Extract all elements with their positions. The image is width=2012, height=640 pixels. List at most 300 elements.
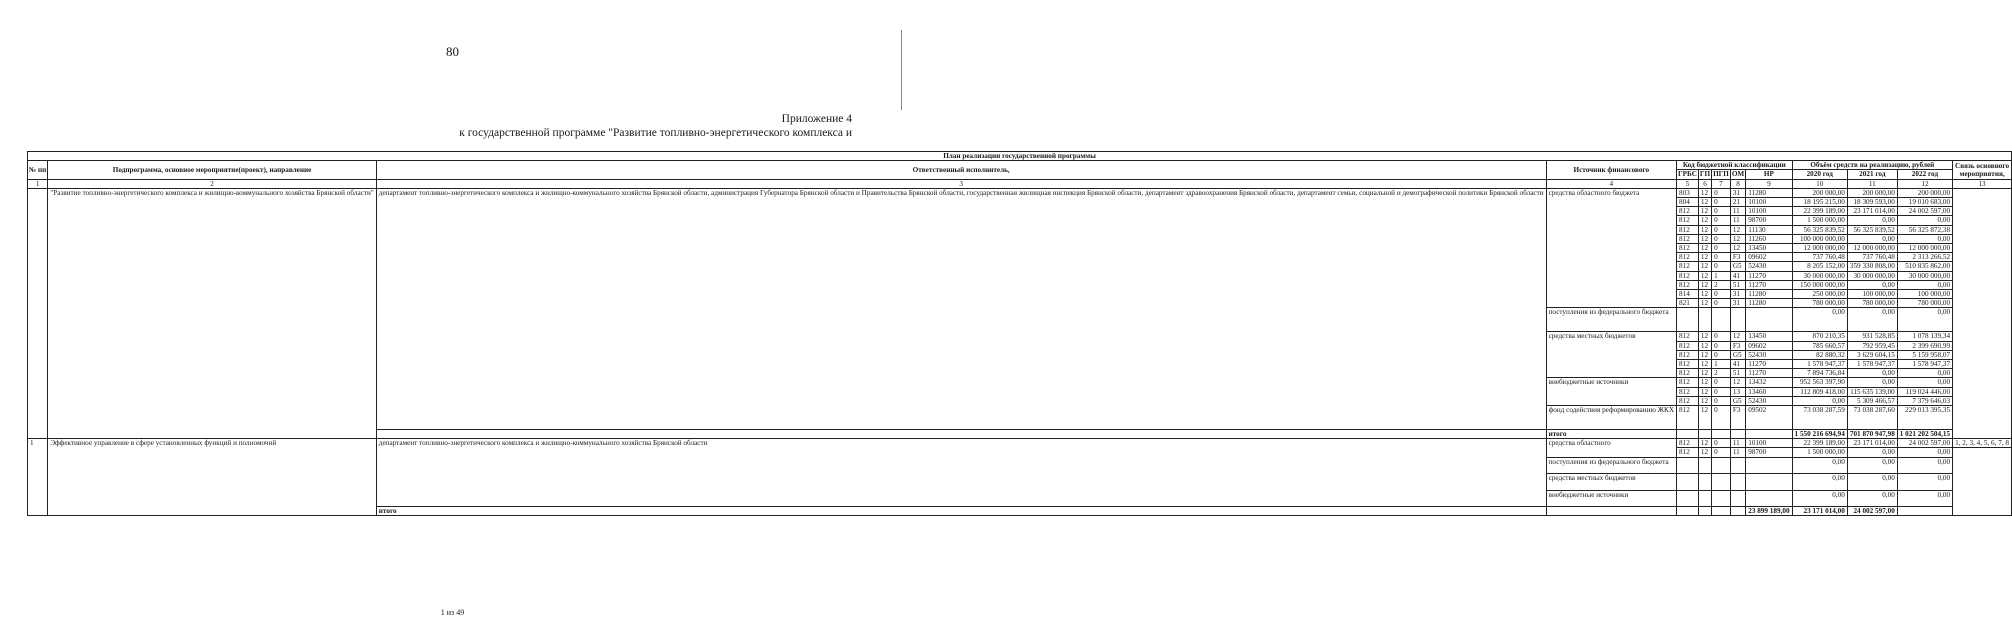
code-pgp: 0 xyxy=(1712,290,1731,299)
code-pgp: 0 xyxy=(1712,387,1731,396)
code-gp: 12 xyxy=(1698,207,1711,216)
amount-2022: 0,00 xyxy=(1897,369,1952,378)
code-pgp: 0 xyxy=(1712,234,1731,243)
amount-2021: 30 000 000,00 xyxy=(1847,271,1897,280)
empty-cell xyxy=(1677,474,1699,491)
code-pgp: 2 xyxy=(1712,369,1731,378)
plan-header: План реализации государственной программы xyxy=(28,152,2012,161)
code-pgp: 0 xyxy=(1712,299,1731,308)
page-footer: 1 из 49 xyxy=(440,608,465,617)
code-nr: 11270 xyxy=(1746,360,1792,369)
code-grbs: 814 xyxy=(1677,290,1699,299)
header-gp: ГП xyxy=(1699,170,1711,179)
code-om: 13 xyxy=(1730,387,1745,396)
code-om: 12 xyxy=(1730,378,1745,387)
code-pgp: 0 xyxy=(1712,244,1731,253)
code-gp: 12 xyxy=(1698,198,1711,207)
code-grbs: 812 xyxy=(1677,341,1699,350)
amount-2020: 200 000,00 xyxy=(1792,188,1847,197)
code-gp: 12 xyxy=(1698,299,1711,308)
code-grbs: 804 xyxy=(1677,198,1699,207)
code-om: 41 xyxy=(1730,360,1745,369)
appendix-header xyxy=(459,112,852,140)
col-number: 10 xyxy=(1792,179,1847,188)
total-2021: 701 870 947,98 xyxy=(1847,430,1897,439)
col-number: 13 xyxy=(1953,179,2012,188)
empty-cell xyxy=(1730,308,1745,332)
amount-2021: 12 000 000,00 xyxy=(1847,244,1897,253)
amount-2020: 0,00 xyxy=(1792,457,1847,474)
code-pgp: 0 xyxy=(1712,396,1731,405)
amount-2020: 250 000,00 xyxy=(1792,290,1847,299)
header-nr: НР xyxy=(1746,170,1792,179)
amount-2021: 23 171 014,00 xyxy=(1847,439,1897,448)
amount-2020: 22 399 189,00 xyxy=(1792,207,1847,216)
amount-2020: 0,00 xyxy=(1792,396,1847,405)
amount-2022: 30 000 000,00 xyxy=(1897,271,1952,280)
amount-2021: 18 309 593,00 xyxy=(1847,198,1897,207)
empty-cell xyxy=(1730,430,1745,439)
link-reference: 1, 2, 3, 4, 5, 6, 7, 8 xyxy=(1953,439,2012,448)
code-gp: 12 xyxy=(1698,271,1711,280)
empty-cell xyxy=(1712,474,1731,491)
amount-2021: 100 000,00 xyxy=(1847,290,1897,299)
source-regional: средства областного бюджета xyxy=(1546,188,1676,308)
empty-cell xyxy=(1698,507,1711,516)
subprogram-name: Эффективное управление в сфере установленных функций и полномочий xyxy=(48,439,376,516)
amount-2020: 1 500 000,00 xyxy=(1792,216,1847,225)
code-pgp: 0 xyxy=(1712,207,1731,216)
col-number: 2 xyxy=(48,179,376,188)
code-om: G5 xyxy=(1730,262,1745,271)
amount-2020: 8 205 152,00 xyxy=(1792,262,1847,271)
amount-2020: 785 660,57 xyxy=(1792,341,1847,350)
code-om: 12 xyxy=(1730,234,1745,243)
col-number: 5 xyxy=(1677,179,1699,188)
code-gp: 12 xyxy=(1698,244,1711,253)
row-number-cell xyxy=(28,188,48,438)
code-gp: 12 xyxy=(1698,350,1711,359)
amount-2022: 229 013 395,35 xyxy=(1897,406,1952,430)
code-nr: 11260 xyxy=(1746,234,1792,243)
plan-table-body xyxy=(28,188,2012,516)
amount-2021: 0,00 xyxy=(1847,280,1897,289)
empty-cell xyxy=(1712,490,1731,507)
empty-cell xyxy=(1712,507,1731,516)
amount-2021: 73 038 287,60 xyxy=(1847,406,1897,430)
amount-2020: 737 760,48 xyxy=(1792,253,1847,262)
code-gp: 12 xyxy=(1698,290,1711,299)
code-om: 11 xyxy=(1730,439,1745,448)
amount-2020: 56 325 839,52 xyxy=(1792,225,1847,234)
code-grbs: 812 xyxy=(1677,387,1699,396)
amount-2022: 510 835 862,00 xyxy=(1897,262,1952,271)
amount-2022: 1 078 139,34 xyxy=(1897,332,1952,341)
amount-2021: 0,00 xyxy=(1847,448,1897,457)
source-federal: поступления из федерального бюджета xyxy=(1546,308,1676,332)
amount-2022: 0,00 xyxy=(1897,378,1952,387)
code-om: 31 xyxy=(1730,188,1745,197)
code-grbs: 812 xyxy=(1677,225,1699,234)
code-pgp: 0 xyxy=(1712,262,1731,271)
code-grbs: 812 xyxy=(1677,207,1699,216)
total-2021: 23 171 014,00 xyxy=(1792,507,1847,516)
amount-2021: 0,00 xyxy=(1847,308,1897,332)
source-extra: внебюджетные источники xyxy=(1546,490,1676,507)
amount-2021: 0,00 xyxy=(1847,457,1897,474)
code-om: 31 xyxy=(1730,299,1745,308)
amount-2020: 150 000 000,00 xyxy=(1792,280,1847,289)
empty-cell xyxy=(1677,430,1699,439)
amount-2020: 1 578 947,37 xyxy=(1792,360,1847,369)
link-cell xyxy=(1953,188,2012,438)
code-om: 12 xyxy=(1730,332,1745,341)
empty-cell xyxy=(1677,490,1699,507)
amount-2020: 7 894 736,84 xyxy=(1792,369,1847,378)
total-2020: 1 550 216 694,94 xyxy=(1792,430,1847,439)
amount-2022: 1 578 947,37 xyxy=(1897,360,1952,369)
code-gp: 12 xyxy=(1698,188,1711,197)
code-om: 51 xyxy=(1730,280,1745,289)
code-nr: 09502 xyxy=(1746,406,1792,430)
code-grbs: 812 xyxy=(1677,448,1699,457)
code-grbs: 812 xyxy=(1677,332,1699,341)
header-link: Связь основного мероприятия, xyxy=(1953,161,2012,179)
code-nr: 10100 xyxy=(1746,207,1792,216)
amount-2022: 56 325 872,38 xyxy=(1897,225,1952,234)
empty-cell xyxy=(1897,507,1952,516)
code-nr: 98700 xyxy=(1746,448,1792,457)
code-pgp: 0 xyxy=(1712,198,1731,207)
amount-2020: 12 000 000,00 xyxy=(1792,244,1847,253)
code-gp: 12 xyxy=(1698,262,1711,271)
total-label: итого xyxy=(376,507,1546,516)
code-pgp: 0 xyxy=(1712,188,1731,197)
header-executor: Ответственный исполнитель, xyxy=(376,161,1546,179)
amount-2021: 0,00 xyxy=(1847,490,1897,507)
code-pgp: 0 xyxy=(1712,341,1731,350)
code-pgp: 2 xyxy=(1712,280,1731,289)
empty-cell xyxy=(1677,507,1699,516)
code-om: 12 xyxy=(1730,244,1745,253)
header-subprogram: Подпрограмма, основное мероприятие(проект), направление xyxy=(48,161,376,179)
code-om: 51 xyxy=(1730,369,1745,378)
code-gp: 12 xyxy=(1698,225,1711,234)
amount-2022: 0,00 xyxy=(1897,448,1952,457)
col-number: 3 xyxy=(376,179,1546,188)
empty-cell xyxy=(1698,474,1711,491)
code-om: G5 xyxy=(1730,350,1745,359)
code-gp: 12 xyxy=(1698,253,1711,262)
appendix-subtitle: к государственной программе "Развитие топливно-энергетического комплекса и xyxy=(459,127,852,139)
empty-cell xyxy=(1698,308,1711,332)
amount-2020: 780 000,00 xyxy=(1792,299,1847,308)
amount-2021: 115 635 139,00 xyxy=(1847,387,1897,396)
code-gp: 12 xyxy=(1698,234,1711,243)
code-gp: 12 xyxy=(1698,360,1711,369)
empty-cell xyxy=(1546,507,1676,516)
amount-2021: 23 171 014,00 xyxy=(1847,207,1897,216)
link-cell xyxy=(1953,448,2012,516)
header-2022: 2022 год xyxy=(1897,170,1952,179)
code-gp: 12 xyxy=(1698,369,1711,378)
col-number: 7 xyxy=(1712,179,1731,188)
amount-2021: 5 309 466,57 xyxy=(1847,396,1897,405)
code-om: 11 xyxy=(1730,448,1745,457)
code-gp: 12 xyxy=(1698,216,1711,225)
empty-cell xyxy=(1730,457,1745,474)
code-grbs: 812 xyxy=(1677,280,1699,289)
code-grbs: 812 xyxy=(1677,216,1699,225)
empty-cell xyxy=(376,430,1546,439)
code-grbs: 812 xyxy=(1677,396,1699,405)
amount-2021: 1 578 947,37 xyxy=(1847,360,1897,369)
source-fund: фонд содействия реформированию ЖКХ xyxy=(1546,406,1676,430)
col-number: 6 xyxy=(1698,179,1711,188)
code-gp: 12 xyxy=(1698,448,1711,457)
header-grbs: ГРБС xyxy=(1678,170,1697,179)
amount-2022: 2 399 690,99 xyxy=(1897,341,1952,350)
code-nr: 13432 xyxy=(1746,378,1792,387)
col-number: 11 xyxy=(1847,179,1897,188)
empty-cell xyxy=(1712,430,1731,439)
total-2022: 24 002 597,00 xyxy=(1847,507,1897,516)
code-nr: 52430 xyxy=(1746,396,1792,405)
code-om: 11 xyxy=(1730,207,1745,216)
amount-2020: 0,00 xyxy=(1792,490,1847,507)
amount-2021: 0,00 xyxy=(1847,234,1897,243)
page-edge-mark xyxy=(901,30,902,110)
empty-cell xyxy=(1698,430,1711,439)
executor-name: департамент топливно-энергетического комплекса и жилищно-коммунального хозяйства Брянской области xyxy=(376,439,1546,507)
amount-2022: 0,00 xyxy=(1897,474,1952,491)
code-pgp: 1 xyxy=(1712,271,1731,280)
code-pgp: 0 xyxy=(1712,439,1731,448)
amount-2022: 7 379 646,03 xyxy=(1897,396,1952,405)
amount-2021: 792 959,45 xyxy=(1847,341,1897,350)
header-budget-code: Код бюджетной классификации xyxy=(1677,161,1793,170)
empty-cell xyxy=(1730,474,1745,491)
col-number: 9 xyxy=(1746,179,1792,188)
code-nr: 11280 xyxy=(1746,299,1792,308)
code-nr: 11270 xyxy=(1746,369,1792,378)
amount-2020: 112 809 418,00 xyxy=(1792,387,1847,396)
empty-cell xyxy=(1746,457,1792,474)
code-nr: 98700 xyxy=(1746,216,1792,225)
code-nr: 13450 xyxy=(1746,244,1792,253)
amount-2021: 0,00 xyxy=(1847,216,1897,225)
code-nr: 10100 xyxy=(1746,198,1792,207)
header-no: № пп xyxy=(28,161,48,179)
code-pgp: 0 xyxy=(1712,216,1731,225)
amount-2022: 24 002 597,00 xyxy=(1897,207,1952,216)
amount-2022: 0,00 xyxy=(1897,234,1952,243)
code-nr: 52430 xyxy=(1746,262,1792,271)
empty-cell xyxy=(1730,507,1745,516)
code-grbs: 812 xyxy=(1677,378,1699,387)
amount-2021: 359 330 808,00 xyxy=(1847,262,1897,271)
code-om: F3 xyxy=(1730,341,1745,350)
amount-2020: 100 000 000,00 xyxy=(1792,234,1847,243)
code-om: 11 xyxy=(1730,216,1745,225)
empty-cell xyxy=(1730,490,1745,507)
code-pgp: 0 xyxy=(1712,253,1731,262)
empty-cell xyxy=(1677,457,1699,474)
header-pgp: ПГП xyxy=(1713,170,1729,179)
executor-name: департамент топливно-энергетического комплекса и жилищно-коммунального хозяйства Брянской области, администрация Губернатора Брянской области и Правительства Брянской области, государственная жилищная инспекция Брянской области, департамент здравоохранения Брянской области, департамент семьи, социальной и демографической политики Брянской области xyxy=(376,188,1546,429)
amount-2020: 0,00 xyxy=(1792,308,1847,332)
code-gp: 12 xyxy=(1698,406,1711,430)
amount-2022: 0,00 xyxy=(1897,280,1952,289)
amount-2021: 3 629 604,15 xyxy=(1847,350,1897,359)
header-volume: Объём средств на реализацию, рублей xyxy=(1792,161,1953,170)
code-om: 31 xyxy=(1730,290,1745,299)
amount-2020: 870 210,35 xyxy=(1792,332,1847,341)
code-om: F3 xyxy=(1730,406,1745,430)
code-grbs: 821 xyxy=(1677,299,1699,308)
empty-cell xyxy=(1677,308,1699,332)
amount-2022: 0,00 xyxy=(1897,216,1952,225)
code-grbs: 812 xyxy=(1677,262,1699,271)
code-grbs: 812 xyxy=(1677,253,1699,262)
source-federal: поступления из федерального бюджета xyxy=(1546,457,1676,474)
amount-2022: 100 000,00 xyxy=(1897,290,1952,299)
code-gp: 12 xyxy=(1698,378,1711,387)
amount-2022: 0,00 xyxy=(1897,457,1952,474)
amount-2021: 0,00 xyxy=(1847,378,1897,387)
col-number: 1 xyxy=(28,179,48,188)
code-gp: 12 xyxy=(1698,280,1711,289)
page-number: 80 xyxy=(446,44,459,59)
column-number-row xyxy=(28,179,2012,188)
amount-2021: 780 000,00 xyxy=(1847,299,1897,308)
amount-2020: 82 880,32 xyxy=(1792,350,1847,359)
col-number: 4 xyxy=(1546,179,1676,188)
amount-2022: 19 010 683,00 xyxy=(1897,198,1952,207)
amount-2022: 0,00 xyxy=(1897,308,1952,332)
code-nr: 13450 xyxy=(1746,332,1792,341)
empty-cell xyxy=(1746,474,1792,491)
amount-2020: 952 563 397,90 xyxy=(1792,378,1847,387)
code-nr: 09602 xyxy=(1746,253,1792,262)
code-om: 41 xyxy=(1730,271,1745,280)
empty-cell xyxy=(1712,457,1731,474)
amount-2021: 200 000,00 xyxy=(1847,188,1897,197)
table-row xyxy=(28,188,2012,197)
code-om: 12 xyxy=(1730,225,1745,234)
code-gp: 12 xyxy=(1698,439,1711,448)
empty-cell xyxy=(1698,457,1711,474)
code-grbs: 812 xyxy=(1677,244,1699,253)
amount-2022: 0,00 xyxy=(1897,490,1952,507)
header-2021: 2021 год xyxy=(1847,170,1897,179)
empty-cell xyxy=(1712,308,1731,332)
amount-2022: 12 000 000,00 xyxy=(1897,244,1952,253)
code-nr: 10100 xyxy=(1746,439,1792,448)
amount-2020: 1 500 000,00 xyxy=(1792,448,1847,457)
col-number: 8 xyxy=(1730,179,1745,188)
empty-cell xyxy=(1746,490,1792,507)
code-grbs: 803 xyxy=(1677,188,1699,197)
row-number: 1 xyxy=(28,439,48,516)
code-nr: 11270 xyxy=(1746,271,1792,280)
header-source: Источник финансового xyxy=(1546,161,1676,179)
code-gp: 12 xyxy=(1698,396,1711,405)
col-number: 12 xyxy=(1897,179,1952,188)
subprogram-name: "Развитие топливно-энергетического комплекса и жилищно-коммунального хозяйства Брянской области" xyxy=(48,188,376,438)
code-nr: 13460 xyxy=(1746,387,1792,396)
plan-table xyxy=(27,151,2012,516)
amount-2021: 56 325 839,52 xyxy=(1847,225,1897,234)
amount-2022: 200 000,00 xyxy=(1897,188,1952,197)
empty-cell xyxy=(1746,430,1792,439)
code-om: F3 xyxy=(1730,253,1745,262)
amount-2022: 5 159 958,07 xyxy=(1897,350,1952,359)
appendix-title: Приложение 4 xyxy=(781,113,852,125)
code-om: 21 xyxy=(1730,198,1745,207)
amount-2022: 780 000,00 xyxy=(1897,299,1952,308)
code-grbs: 812 xyxy=(1677,406,1699,430)
amount-2022: 24 002 597,00 xyxy=(1897,439,1952,448)
code-pgp: 0 xyxy=(1712,448,1731,457)
code-nr: 11270 xyxy=(1746,280,1792,289)
amount-2022: 2 313 266,52 xyxy=(1897,253,1952,262)
code-om: G5 xyxy=(1730,396,1745,405)
code-pgp: 1 xyxy=(1712,360,1731,369)
amount-2021: 737 760,48 xyxy=(1847,253,1897,262)
header-om: ОМ xyxy=(1731,170,1745,179)
amount-2020: 30 000 000,00 xyxy=(1792,271,1847,280)
code-grbs: 812 xyxy=(1677,350,1699,359)
code-grbs: 812 xyxy=(1677,439,1699,448)
code-nr: 09602 xyxy=(1746,341,1792,350)
code-grbs: 812 xyxy=(1677,360,1699,369)
total-label: итого xyxy=(1546,430,1676,439)
code-nr: 52430 xyxy=(1746,350,1792,359)
code-grbs: 812 xyxy=(1677,234,1699,243)
code-nr: 11130 xyxy=(1746,225,1792,234)
code-grbs: 812 xyxy=(1677,369,1699,378)
amount-2022: 119 024 446,00 xyxy=(1897,387,1952,396)
code-pgp: 0 xyxy=(1712,378,1731,387)
empty-cell xyxy=(1746,308,1792,332)
table-row xyxy=(28,439,2012,448)
empty-cell xyxy=(1698,490,1711,507)
source-extra: внебюджетные источники xyxy=(1546,378,1676,406)
source-local: средства местных бюджетов xyxy=(1546,332,1676,378)
source-local: средства местных бюджетов xyxy=(1546,474,1676,491)
amount-2020: 22 399 189,00 xyxy=(1792,439,1847,448)
amount-2021: 0,00 xyxy=(1847,369,1897,378)
code-gp: 12 xyxy=(1698,387,1711,396)
amount-2020: 73 038 287,59 xyxy=(1792,406,1847,430)
source-regional: средства областного xyxy=(1546,439,1676,457)
amount-2020: 18 195 215,00 xyxy=(1792,198,1847,207)
code-pgp: 0 xyxy=(1712,332,1731,341)
code-nr: 11280 xyxy=(1746,188,1792,197)
total-2020: 23 899 189,00 xyxy=(1746,507,1792,516)
code-nr: 11280 xyxy=(1746,290,1792,299)
code-pgp: 0 xyxy=(1712,406,1731,430)
amount-2021: 0,00 xyxy=(1847,474,1897,491)
code-grbs: 812 xyxy=(1677,271,1699,280)
amount-2020: 0,00 xyxy=(1792,474,1847,491)
code-gp: 12 xyxy=(1698,341,1711,350)
code-gp: 12 xyxy=(1698,332,1711,341)
code-pgp: 0 xyxy=(1712,350,1731,359)
total-2022: 1 021 202 504,15 xyxy=(1897,430,1952,439)
header-2020: 2020 год xyxy=(1792,170,1847,179)
